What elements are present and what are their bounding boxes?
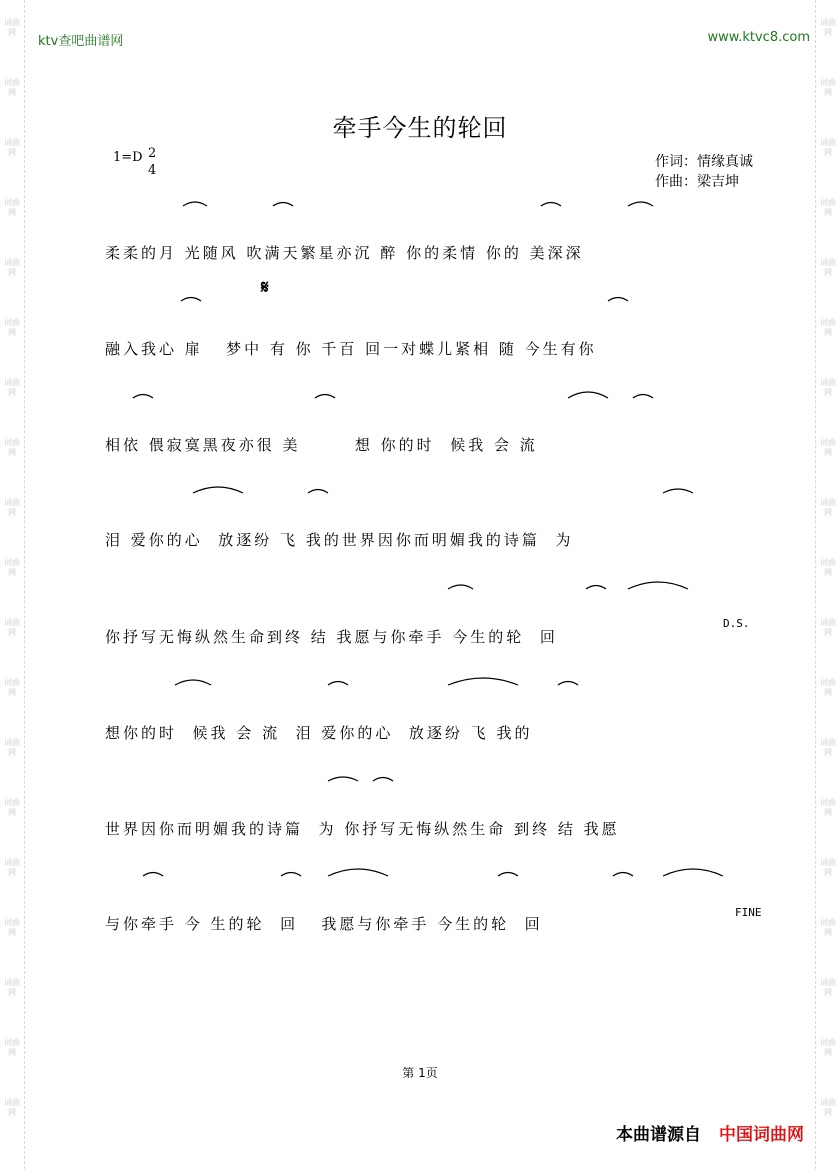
- slur-marks: [103, 485, 753, 525]
- lyricist: 作词：情缘真诚: [655, 154, 753, 170]
- side-watermark: 词曲网: [820, 798, 836, 817]
- side-watermark: 词曲网: [820, 618, 836, 637]
- song-title: 牵手今生的轮回: [332, 114, 508, 142]
- side-watermark: 词曲网: [4, 858, 20, 877]
- notation-line: [103, 677, 753, 717]
- side-watermark: 词曲网: [4, 918, 20, 937]
- key-signature: 1=D: [113, 150, 143, 165]
- dal-segno-mark: D.S.: [723, 617, 750, 630]
- site-name-left[interactable]: ktv查吧曲谱网: [38, 34, 124, 49]
- side-watermark: 词曲网: [4, 798, 20, 817]
- right-watermark-strip: [815, 0, 840, 1169]
- page-number: 第 1页: [402, 1066, 438, 1080]
- source-label: 本曲谱源自: [616, 1125, 701, 1145]
- lyric-line: 想你的时 候我 会 流 泪 爱你的心 放逐纷 飞 我的: [105, 724, 533, 742]
- slur-marks: [103, 581, 753, 621]
- slur-marks: [103, 868, 753, 908]
- composer: 作曲：梁吉坤: [655, 174, 739, 190]
- side-watermark: 词曲网: [4, 138, 20, 157]
- lyric-line: 柔柔的月 光随风 吹满天繁星亦沉 醉 你的柔情 你的 美深深: [105, 244, 584, 262]
- side-watermark: 词曲网: [820, 438, 836, 457]
- side-watermark: 词曲网: [4, 258, 20, 277]
- notation-line: [103, 773, 753, 813]
- site-url-right[interactable]: www.ktvc8.com: [707, 30, 810, 45]
- source-credit: [616, 1120, 804, 1145]
- fine-mark: FINE: [735, 906, 762, 919]
- side-watermark: 词曲网: [4, 678, 20, 697]
- side-watermark: 词曲网: [4, 438, 20, 457]
- side-watermark: 词曲网: [4, 1098, 20, 1117]
- side-watermark: 词曲网: [820, 18, 836, 37]
- lyric-line: 与你牵手 今 生的轮 回 我愿与你牵手 今生的轮 回: [105, 915, 543, 933]
- side-watermark: 词曲网: [820, 78, 836, 97]
- side-watermark: 词曲网: [4, 558, 20, 577]
- slur-marks: [103, 677, 753, 717]
- side-watermark: 词曲网: [4, 978, 20, 997]
- side-watermark: 词曲网: [820, 378, 836, 397]
- time-signature-bottom: 4: [148, 163, 157, 178]
- slur-marks: [103, 198, 753, 238]
- notation-line: [103, 485, 753, 525]
- time-signature-top: 2: [148, 146, 157, 161]
- side-watermark: 词曲网: [820, 558, 836, 577]
- side-watermark: 词曲网: [820, 978, 836, 997]
- side-watermark: 词曲网: [820, 198, 836, 217]
- side-watermark: 词曲网: [820, 498, 836, 517]
- side-watermark: 词曲网: [820, 738, 836, 757]
- notation-line: [103, 198, 753, 238]
- time-signature: [148, 145, 156, 179]
- slur-marks: [103, 293, 753, 333]
- side-watermark: 词曲网: [820, 1038, 836, 1057]
- side-watermark: 词曲网: [4, 18, 20, 37]
- lyric-line: 泪 爱你的心 放逐纷 飞 我的世界因你而明媚我的诗篇 为: [105, 531, 574, 549]
- segno-mark: 𝄋: [261, 277, 269, 298]
- credits: [655, 152, 753, 192]
- side-watermark: 词曲网: [820, 318, 836, 337]
- side-watermark: 词曲网: [4, 78, 20, 97]
- lyric-line: 相依 偎寂寞黑夜亦很 美 想 你的时 候我 会 流: [105, 436, 538, 454]
- side-watermark: 词曲网: [820, 678, 836, 697]
- notation-line: [103, 868, 753, 908]
- side-watermark: 词曲网: [820, 258, 836, 277]
- side-watermark: 词曲网: [4, 378, 20, 397]
- lyric-line: 你抒写无悔纵然生命到终 结 我愿与你牵手 今生的轮 回: [105, 628, 558, 646]
- slur-marks: [103, 390, 753, 430]
- side-watermark: 词曲网: [4, 738, 20, 757]
- side-watermark: 词曲网: [4, 318, 20, 337]
- side-watermark: 词曲网: [820, 138, 836, 157]
- notation-line: [103, 293, 753, 333]
- side-watermark: 词曲网: [4, 618, 20, 637]
- side-watermark: 词曲网: [4, 198, 20, 217]
- source-brand[interactable]: 中国词曲网: [719, 1125, 804, 1145]
- left-watermark-strip: [0, 0, 25, 1169]
- lyric-line: 世界因你而明媚我的诗篇 为 你抒写无悔纵然生命 到终 结 我愿: [105, 820, 620, 838]
- notation-line: [103, 581, 753, 621]
- slur-marks: [103, 773, 753, 813]
- lyric-line: 融入我心 扉 梦中 有 你 千百 回一对蝶儿紧相 随 今生有你: [105, 340, 597, 358]
- side-watermark: 词曲网: [820, 858, 836, 877]
- side-watermark: 词曲网: [4, 1038, 20, 1057]
- side-watermark: 词曲网: [820, 918, 836, 937]
- side-watermark: 词曲网: [4, 498, 20, 517]
- side-watermark: 词曲网: [820, 1098, 836, 1117]
- notation-line: [103, 390, 753, 430]
